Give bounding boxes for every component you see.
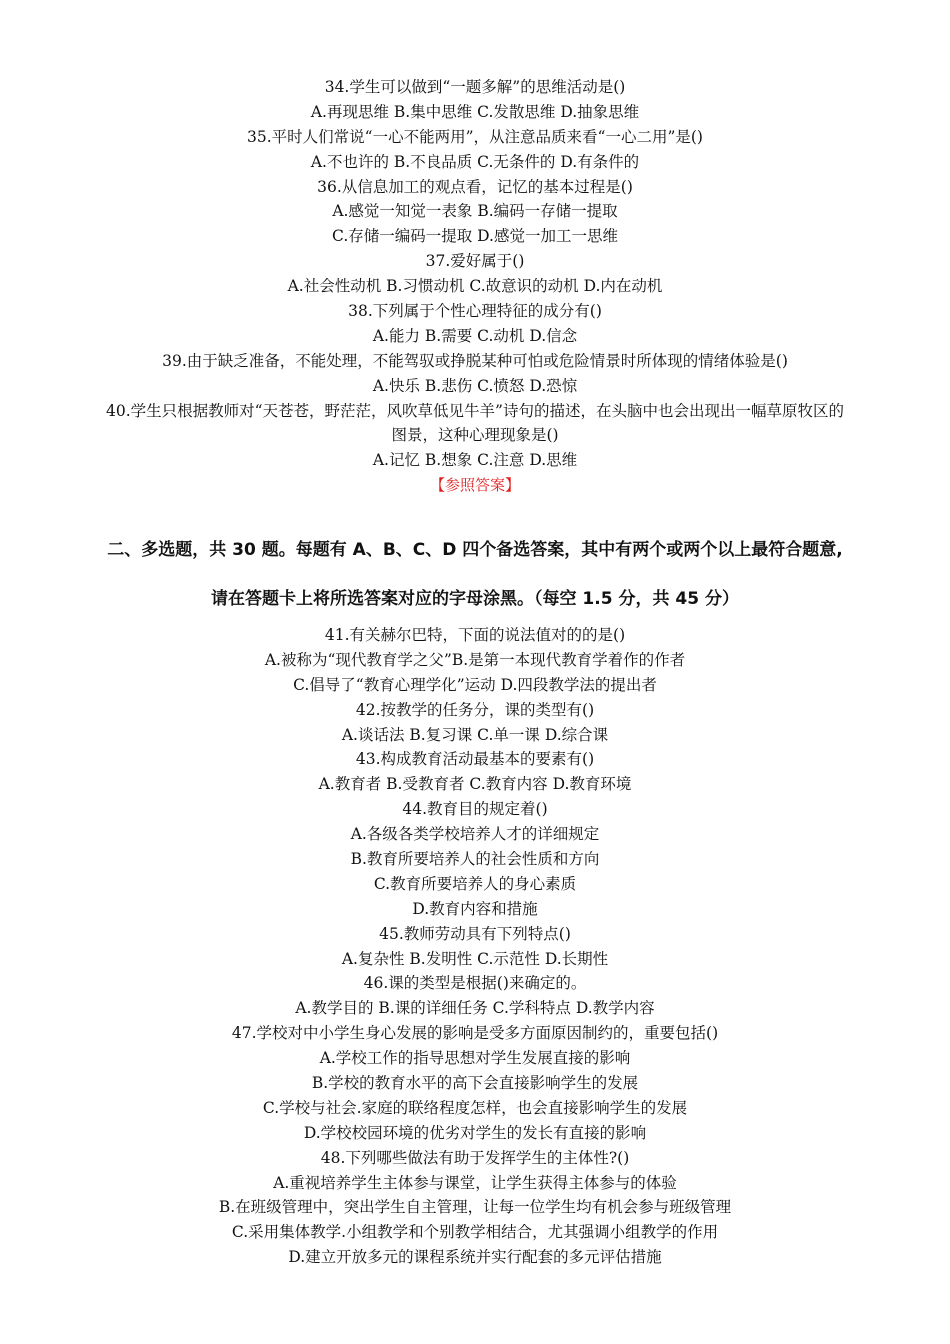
question-line: 42.按教学的任务分，课的类型有(): [355, 700, 595, 719]
question-line: A.教育者 B.受教育者 C.教育内容 D.教育环境: [318, 775, 632, 794]
answer-link-container: [0, 473, 950, 498]
question-line: C.倡导了“教育心理学化”运动 D.四段教学法的提出者: [293, 675, 657, 694]
question-line: 38.下列属于个性心理特征的成分有(): [348, 302, 602, 321]
question-line: A.被称为“现代教育学之父”B.是第一本现代教育学着作的作者: [264, 650, 686, 669]
question-40-line-1: 40.学生只根据教师对“天苍苍，野茫茫，风吹草低见牛羊”诗句的描述，在头脑中也会出现出一幅草原牧区的: [105, 401, 844, 420]
question-line: A.能力 B.需要 C.动机 D.信念: [372, 326, 578, 345]
question-line: D.建立开放多元的课程系统并实行配套的多元评估措施: [288, 1248, 662, 1267]
question-line: C.采用集体教学.小组教学和个别教学相结合，尤其强调小组教学的作用: [231, 1223, 719, 1242]
question-line: 48.下列哪些做法有助于发挥学生的主体性?(): [320, 1148, 630, 1167]
question-line: A.不也许的 B.不良品质 C.无条件的 D.有条件的: [310, 152, 640, 171]
question-line: B.在班级管理中，突出学生自主管理，让每一位学生均有机会参与班级管理: [218, 1198, 732, 1217]
question-line: 37.爱好属于(): [425, 252, 525, 271]
question-line: A.各级各类学校培养人才的详细规定: [350, 825, 600, 844]
question-line: 43.构成教育活动最基本的要素有(): [355, 750, 595, 769]
question-line: 35.平时人们常说“一心不能两用”，从注意品质来看“一心二用”是(): [247, 127, 703, 146]
question-line: 34.学生可以做到“一题多解”的思维活动是(): [324, 78, 626, 96]
question-line: C.存储一编码一提取 D.感觉一加工一思维: [332, 227, 618, 246]
question-line: 46.课的类型是根据()来确定的。: [363, 974, 587, 993]
section-2-heading-line-1: 二、多选题，共 30 题。每题有 A、B、C、D 四个备选答案，其中有两个或两个以上最符合题意,: [107, 540, 843, 560]
section-2-heading-line-2: 请在答题卡上将所选答案对应的字母涂黑。（每空 1.5 分，共 45 分）: [211, 589, 739, 609]
question-line: 41.有关赫尔巴特，下面的说法值对的的是(): [324, 626, 626, 644]
question-line: 47.学校对中小学生身心发展的影响是受多方面原因制约的，重要包括(): [231, 1024, 719, 1043]
question-line: A.教学目的 B.课的详细任务 C.学科特点 D.教学内容: [295, 999, 655, 1018]
questions-part-2: [0, 623, 950, 1270]
question-40-line-2: 图景，这种心理现象是(): [391, 426, 559, 445]
question-line: 45.教师劳动具有下列特点(): [379, 924, 571, 943]
question-line: A.谈话法 B.复习课 C.单一课 D.综合课: [341, 725, 609, 744]
question-line: B.教育所要培养人的社会性质和方向: [350, 850, 600, 869]
question-line: A.感觉一知觉一表象 B.编码一存储一提取: [332, 202, 618, 221]
question-line: B.学校的教育水平的高下会直接影响学生的发展: [311, 1074, 639, 1093]
question-line: D.学校校园环境的优劣对学生的发长有直接的影响: [303, 1123, 647, 1142]
question-line: A.复杂性 B.发明性 C.示范性 D.长期性: [341, 949, 609, 968]
question-line: D.教育内容和措施: [412, 899, 538, 918]
question-40-options: A.记忆 B.想象 C.注意 D.思维: [372, 451, 578, 470]
question-line: A.学校工作的指导思想对学生发展直接的影响: [319, 1049, 631, 1068]
reference-answer-link[interactable]: 【参照答案】: [429, 476, 520, 495]
question-line: 36.从信息加工的观点看，记忆的基本过程是(): [317, 177, 633, 196]
question-line: A.社会性动机 B.习惯动机 C.故意识的动机 D.内在动机: [287, 277, 663, 296]
questions-part-1: [0, 75, 950, 498]
question-line: 44.教育目的规定着(): [402, 800, 548, 819]
question-line: A.再现思维 B.集中思维 C.发散思维 D.抽象思维: [310, 102, 640, 121]
question-line: A.快乐 B.悲伤 C.愤怒 D.恐惊: [372, 376, 578, 395]
question-line: 39.由于缺乏准备，不能处理，不能驾驭或挣脱某种可怕或危险情景时所体现的情绪体验是(): [162, 351, 788, 370]
question-line: C.学校与社会.家庭的联络程度怎样，也会直接影响学生的发展: [262, 1098, 688, 1117]
question-line: A.重视培养学生主体参与课堂，让学生获得主体参与的体验: [273, 1173, 677, 1192]
question-line: C.教育所要培养人的身心素质: [373, 874, 577, 893]
